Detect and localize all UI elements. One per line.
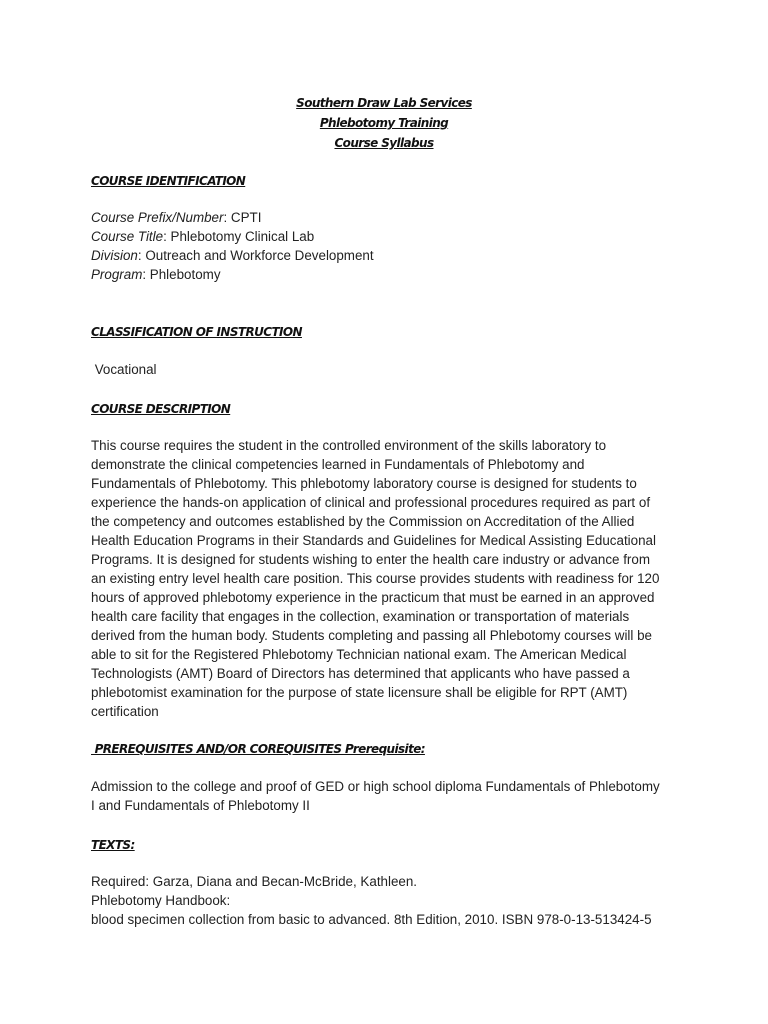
description-line: Programs. It is designed for students wishing to enter the health care industry or advance from [91,552,650,567]
description-line: certification [91,704,159,719]
course-description-heading: COURSE DESCRIPTION [91,402,231,416]
description-line: phlebotomist examination for the purpose of state licensure shall be eligible for RPT (AMT) [91,685,628,700]
description-line: demonstrate the clinical competencies learned in Fundamentals of Phlebotomy and [91,457,585,472]
field-course-title: Course Title: Phlebotomy Clinical Lab [91,229,315,244]
title-line-1: Southern Draw Lab Services [296,96,472,110]
course-identification-heading: COURSE IDENTIFICATION [91,174,246,188]
description-line: Technologists (AMT) Board of Directors has determined that applicants who have passed a [91,666,630,681]
course-description-text [91,436,682,721]
texts-content [91,872,682,929]
prerequisites-text [91,777,682,815]
texts-line: Phlebotomy Handbook: [91,893,231,908]
field-program: Program: Phlebotomy [91,267,221,282]
classification-text: Vocational [91,362,157,377]
prerequisites-heading: PREREQUISITES AND/OR COREQUISITES Prerequisite: [91,742,425,756]
description-line: the competency and outcomes established by the Commission on Accreditation of the Allied [91,514,635,529]
description-line: able to sit for the Registered Phlebotomy Technician national exam. The American Medical [91,647,627,662]
field-division: Division: Outreach and Workforce Development [91,248,374,263]
description-line: derived from the human body. Students completing and passing all Phlebotomy courses will be [91,628,652,643]
field-course-prefix: Course Prefix/Number: CPTI [91,210,262,225]
classification-heading: CLASSIFICATION OF INSTRUCTION [91,325,302,339]
prerequisites-line: Admission to the college and proof of GED or high school diploma Fundamentals of Phlebotomy [91,779,660,794]
document-title [0,93,768,153]
texts-line: Required: Garza, Diana and Becan-McBride, Kathleen. [91,874,418,889]
description-line: This course requires the student in the controlled environment of the skills laboratory to [91,438,607,453]
texts-line: blood specimen collection from basic to advanced. 8th Edition, 2010. ISBN 978-0-13-513424-5 [91,912,652,927]
description-line: an existing entry level health care position. This course provides students with readiness for 120 [91,571,660,586]
prerequisites-line: I and Fundamentals of Phlebotomy II [91,798,310,813]
title-line-3: Course Syllabus [334,136,434,150]
title-line-2: Phlebotomy Training [319,116,449,130]
texts-heading: TEXTS: [91,838,135,852]
description-line: hours of approved phlebotomy experience in the practicum that must be earned in an approved [91,590,655,605]
description-line: Health Education Programs in their Standards and Guidelines for Medical Assisting Educational [91,533,656,548]
course-identification-fields [91,208,682,284]
description-line: experience the hands-on application of clinical and professional procedures required as part of [91,495,651,510]
description-line: health care facility that engages in the collection, examination or transportation of materials [91,609,630,624]
description-line: Fundamentals of Phlebotomy. This phlebotomy laboratory course is designed for students to [91,476,637,491]
